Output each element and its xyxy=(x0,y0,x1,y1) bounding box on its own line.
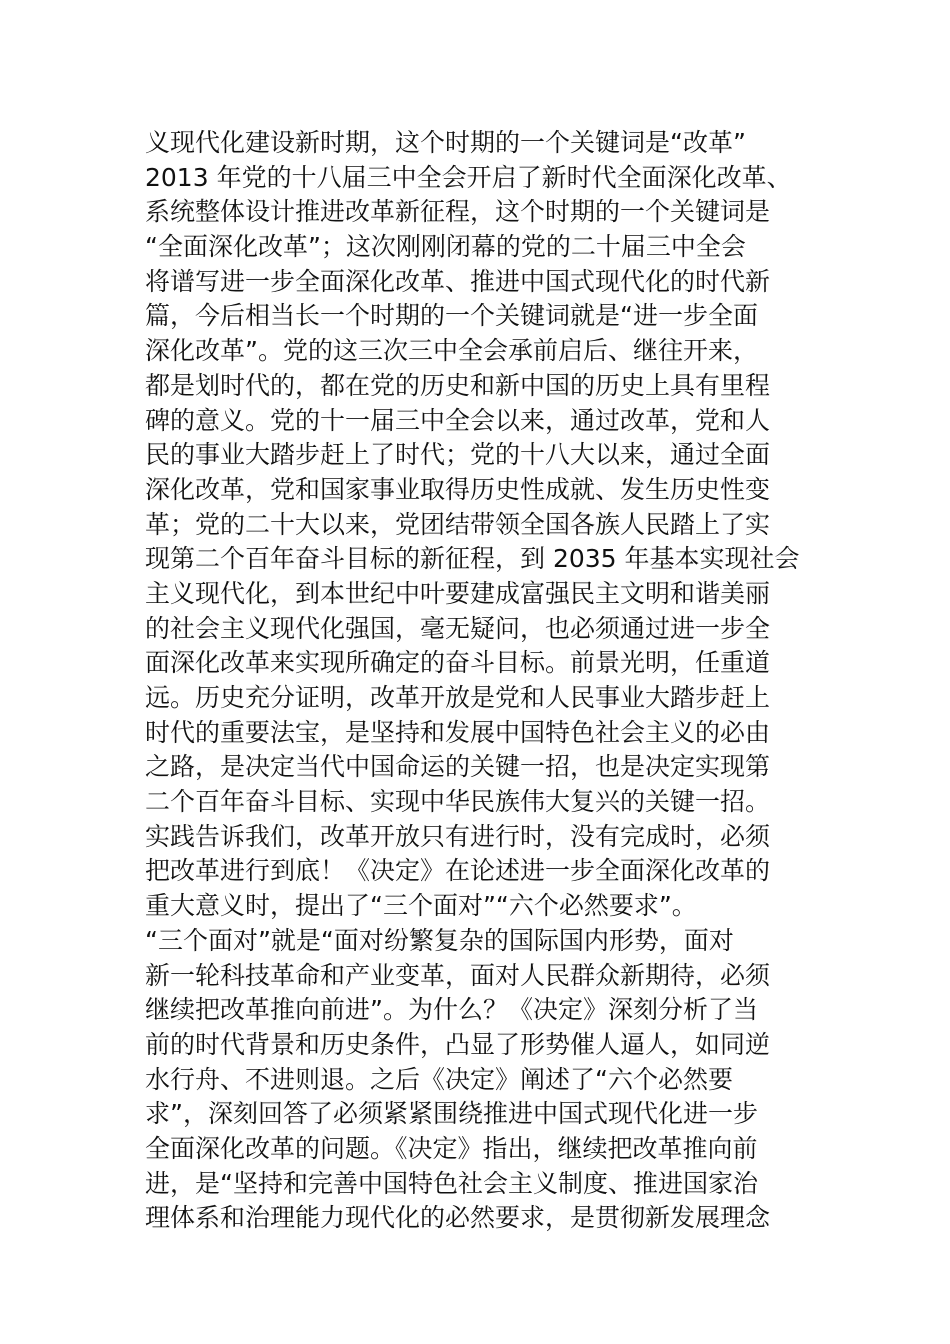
text-line: 面深化改革来实现所确定的奋斗目标。前景光明，任重道 xyxy=(145,648,771,678)
text-line: 2013 年党的十八届三中全会开启了新时代全面深化改革、 xyxy=(145,162,792,192)
text-line: 的社会主义现代化强国，毫无疑问，也必须通过进一步全 xyxy=(145,613,771,643)
text-line: 理体系和治理能力现代化的必然要求，是贯彻新发展理念 xyxy=(145,1203,771,1233)
text-line: 全面深化改革的问题。《决定》指出，继续把改革推向前 xyxy=(145,1133,758,1163)
text-line: 水行舟、不进则退。之后《决定》阐述了“六个必然要 xyxy=(145,1064,733,1094)
text-line: 继续把改革推向前进”。为什么？《决定》深刻分析了当 xyxy=(145,995,758,1025)
text-line: 把改革进行到底！《决定》在论述进一步全面深化改革的 xyxy=(145,856,771,886)
text-line: 重大意义时，提出了“三个面对”“六个必然要求”。 xyxy=(145,891,697,921)
text-line: 民的事业大踏步赶上了时代；党的十八大以来，通过全面 xyxy=(145,440,771,470)
text-line: 篇，今后相当长一个时期的一个关键词就是“进一步全面 xyxy=(145,301,758,331)
text-line: 系统整体设计推进改革新征程，这个时期的一个关键词是 xyxy=(145,197,771,227)
text-line: 碑的意义。党的十一届三中全会以来，通过改革，党和人 xyxy=(145,405,771,435)
text-line: 实践告诉我们，改革开放只有进行时，没有完成时，必须 xyxy=(145,821,771,851)
text-line: 都是划时代的，都在党的历史和新中国的历史上具有里程 xyxy=(145,370,771,400)
text-line: 义现代化建设新时期，这个时期的一个关键词是“改革” xyxy=(145,128,746,157)
text-line: 远。历史充分证明，改革开放是党和人民事业大踏步赶上 xyxy=(145,683,771,712)
text-line: 革；党的二十大以来，党团结带领全国各族人民踏上了实 xyxy=(145,509,771,539)
text-line: 时代的重要法宝，是坚持和发展中国特色社会主义的必由 xyxy=(145,717,771,747)
text-line: 进，是“坚持和完善中国特色社会主义制度、推进国家治 xyxy=(145,1168,758,1198)
text-line: 深化改革，党和国家事业取得历史性成就、发生历史性变 xyxy=(145,474,771,504)
body-text xyxy=(145,126,810,1236)
text-line: “三个面对”就是“面对纷繁复杂的国际国内形势，面对 xyxy=(145,925,734,955)
text-line: 深化改革”。党的这三次三中全会承前启后、继往开来， xyxy=(145,336,758,366)
text-line: “全面深化改革”；这次刚刚闭幕的党的二十届三中全会 xyxy=(145,232,746,262)
text-line: 求”，深刻回答了必须紧紧围绕推进中国式现代化进一步 xyxy=(145,1099,758,1129)
text-line: 主义现代化，到本世纪中叶要建成富强民主文明和谐美丽 xyxy=(145,578,771,608)
text-line: 前的时代背景和历史条件，凸显了形势催人逼人，如同逆 xyxy=(145,1029,771,1059)
text-line: 将谱写进一步全面深化改革、推进中国式现代化的时代新 xyxy=(145,266,771,296)
text-line: 二个百年奋斗目标、实现中华民族伟大复兴的关键一招。 xyxy=(145,787,771,817)
text-line: 现第二个百年奋斗目标的新征程，到 2035 年基本实现社会 xyxy=(145,544,800,574)
text-line: 新一轮科技革命和产业变革，面对人民群众新期待，必须 xyxy=(145,960,771,990)
text-line: 之路，是决定当代中国命运的关键一招，也是决定实现第 xyxy=(145,752,771,782)
